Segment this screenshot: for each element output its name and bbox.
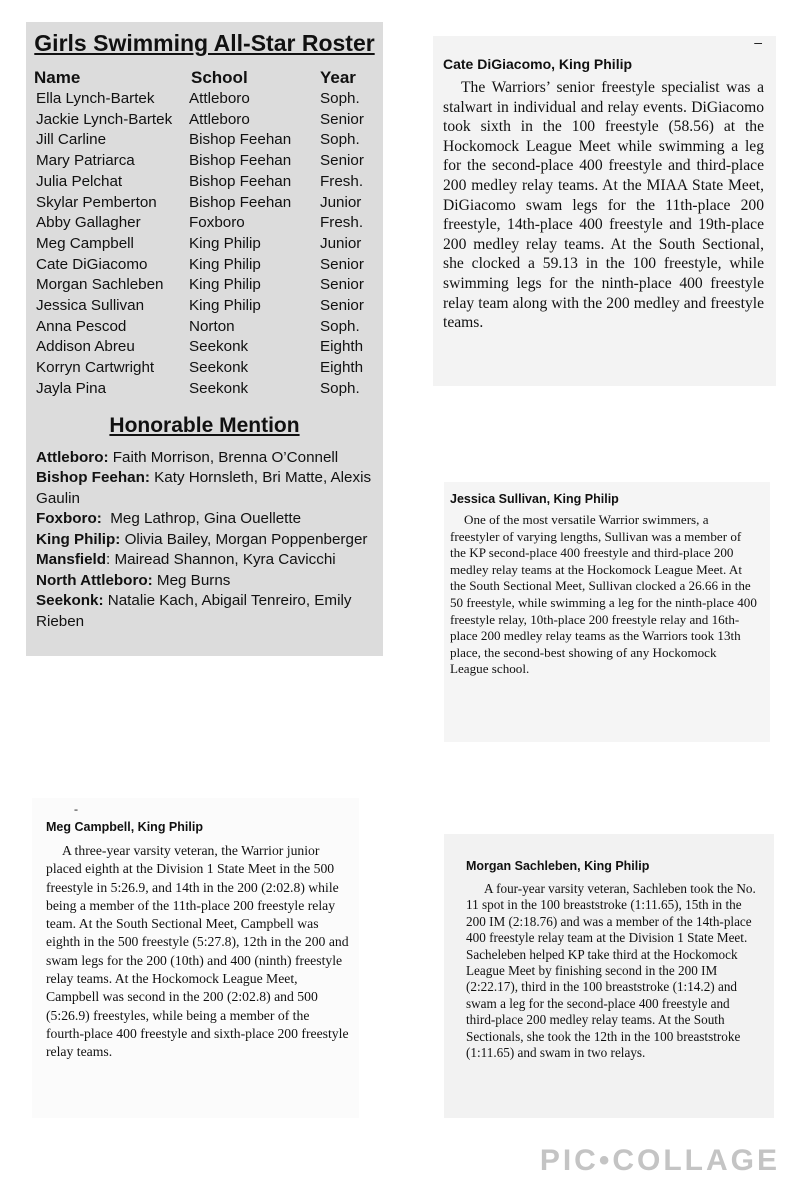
roster-row (26, 337, 383, 358)
header-year: Year (320, 68, 356, 87)
roster-school: King Philip (189, 276, 261, 294)
roster-row (26, 213, 383, 234)
roster-year: Soph. (320, 379, 360, 397)
roster-name: Mary Patriarca (36, 152, 135, 170)
roster-row (26, 130, 383, 151)
roster-school: Seekonk (189, 379, 249, 397)
article-body: The Warriors’ senior freestyle specialist was a stalwart in individual and relay events. DiGiacomo took sixth in the 100 freestyle (58.56) at the Hockomock League Meet while swimming a leg for the second-place 400 freestyle and third-place 200 medley relay teams. At the MIAA State Meet, DiGiacomo swam legs for the 11th-place 200 freestyle, 14th-place 400 freestyle and 19th-place 200 medley relay teams. At the South Sectional, she clocked a 59.13 in the 100 freestyle, while swimming legs for the ninth-place 400 freestyle relay team along with the 200 medley and freestyle teams. (443, 79, 764, 332)
edge-mark: - (74, 802, 78, 816)
roster-row (26, 172, 383, 193)
roster-school: Attleboro (189, 90, 250, 107)
roster-school: Bishop Feehan (189, 172, 292, 190)
hm-school: King Philip: (36, 530, 121, 548)
roster-row (26, 89, 383, 110)
hm-school: Bishop Feehan: (36, 469, 150, 487)
honorable-mention-list (26, 448, 383, 633)
roster-year: Senior (320, 110, 364, 128)
roster-name: Abby Gallagher (36, 214, 141, 232)
hm-names: Faith Morrison, Brenna O’Connell (108, 448, 339, 466)
article-cate-digiacomo (433, 36, 776, 386)
hm-names: Natalie Kach, Abigail Tenreiro, Emily Rieben (36, 592, 356, 630)
roster-row (26, 296, 383, 317)
honorable-mention-entry (26, 509, 383, 530)
roster-school: Bishop Feehan (189, 152, 292, 170)
roster-school: Norton (189, 317, 235, 335)
article-body: One of the most versatile Warrior swimmers, a freestyler of varying lengths, Sullivan was a member of the KP second-place 400 freestyle and third-place 200 medley relay teams at the Hockomock League Meet. At the South Sectional Meet, Sullivan clocked a 26.66 in the 50 freestyle, while swimming a leg for the ninth-place 400 freestyle relay, 10th-place 200 freestyle relay and 16th-place 200 medley relay teams as the Warriors took 13th place, the second-best showing of any Hockomock League school. (450, 512, 757, 677)
roster-year: Senior (320, 255, 364, 273)
roster-year: Senior (320, 297, 364, 315)
roster-name: Morgan Sachleben (36, 276, 164, 294)
roster-name: Meg Campbell (36, 234, 134, 252)
article-headline: Cate DiGiacomo, King Philip (443, 56, 633, 72)
roster-name: Jayla Pina (36, 379, 107, 397)
roster-row (26, 234, 383, 255)
honorable-mention-entry (26, 468, 383, 509)
roster-school: King Philip (189, 234, 261, 252)
roster-year: Fresh. (320, 214, 364, 232)
article-body: A three-year varsity veteran, the Warrior junior placed eighth at the Division 1 State Meet in the 500 freestyle in 5:26.9, and 14th in the 200 (2:02.8) while being a member of the 11th-place 200 freestyle relay team. At the South Sectional Meet, Campbell was eighth in the 500 freestyle (5:27.8), 12th in the 200 and swam legs for the 200 (10th) and 400 (ninth) freestyle relay teams. At the Hockomock League Meet, Campbell was second in the 200 (2:02.8) and 500 (5:26.9) freestyles, while being a member of the fourth-place 400 freestyle and sixth-place 200 freestyle relay teams. (46, 843, 349, 1060)
article-headline: Meg Campbell, King Philip (46, 820, 203, 834)
roster-name: Skylar Pemberton (36, 193, 157, 211)
roster-row (26, 255, 383, 276)
roster-row (26, 151, 383, 172)
roster-row (26, 110, 383, 131)
roster-name: Jackie Lynch-Bartek (36, 110, 173, 128)
article-jessica-sullivan (444, 482, 770, 742)
honorable-mention-entry (26, 591, 383, 632)
article-headline: Morgan Sachleben, King Philip (466, 859, 650, 873)
roster-year: Junior (320, 193, 362, 211)
roster-school: Attleboro (189, 110, 250, 128)
roster-title: Girls Swimming All-Star Roster (34, 30, 375, 56)
roster-year: Senior (320, 152, 364, 170)
hm-school: Foxboro: (36, 510, 102, 528)
roster-row (26, 358, 383, 379)
hm-names: Katy Hornsleth, Bri Matte, Alexis Gaulin (36, 469, 376, 507)
roster-row (26, 275, 383, 296)
roster-name: Ella Lynch-Bartek (36, 90, 155, 107)
roster-name: Jill Carline (36, 131, 107, 149)
roster-name: Addison Abreu (36, 338, 135, 356)
header-name: Name (34, 68, 81, 87)
honorable-mention-entry (26, 448, 383, 469)
roster-school: Foxboro (189, 214, 245, 232)
header-school: School (191, 68, 248, 87)
article-meg-campbell (32, 798, 359, 1118)
roster-school: King Philip (189, 297, 261, 315)
roster-year: Soph. (320, 131, 360, 149)
roster-school: Bishop Feehan (189, 131, 292, 149)
honorable-mention-entry (26, 571, 383, 592)
hm-school: North Attleboro: (36, 571, 153, 589)
roster-year: Soph. (320, 90, 360, 107)
roster-school: King Philip (189, 255, 261, 273)
roster-school: Seekonk (189, 359, 249, 377)
hm-names: : Mairead Shannon, Kyra Cavicchi (106, 551, 336, 569)
roster-name: Julia Pelchat (36, 172, 123, 190)
roster-year: Fresh. (320, 172, 364, 190)
hm-names: Olivia Bailey, Morgan Poppenberger (120, 530, 368, 548)
article-body: A four-year varsity veteran, Sachleben took the No. 11 spot in the 100 breaststroke (1:11.65), 15th in the 200 IM (2:18.76) and was a member of the 14th-place 400 freestyle relay team at the Division 1 State Meet. Sacheleben helped KP take third at the Hockomock League Meet by finishing second in the 200 IM (2:22.17), third in the 100 breaststroke (1:14.2) and swam a leg for the second-place 400 freestyle and third-place 200 medley relay teams. At the South Sectionals, she took the 12th in the 100 breaststroke (1:11.65) and swam in two relays. (466, 881, 756, 1061)
roster-year: Senior (320, 276, 364, 294)
roster-name: Anna Pescod (36, 317, 127, 335)
roster-row (26, 317, 383, 338)
hm-school: Mansfield (36, 551, 107, 569)
roster-row (26, 379, 383, 400)
honorable-mention-entry (26, 530, 383, 551)
roster-name: Cate DiGiacomo (36, 255, 148, 273)
roster-name: Korryn Cartwright (36, 359, 155, 377)
edge-mark: – (754, 34, 762, 50)
hm-school: Seekonk: (36, 592, 104, 610)
article-headline: Jessica Sullivan, King Philip (450, 492, 619, 506)
roster-year: Eighth (320, 359, 364, 377)
roster-school: Bishop Feehan (189, 193, 292, 211)
roster-header-row (26, 67, 383, 89)
pic-collage-watermark: PIC•COLLAGE (539, 1144, 780, 1177)
roster-year: Eighth (320, 338, 364, 356)
roster-name: Jessica Sullivan (36, 297, 145, 315)
hm-names: Meg Burns (152, 571, 231, 589)
honorable-mention-title: Honorable Mention (109, 413, 300, 437)
roster-list (26, 89, 383, 400)
roster-year: Soph. (320, 317, 360, 335)
roster-panel (26, 22, 383, 656)
hm-school: Attleboro: (36, 448, 109, 466)
hm-names: Meg Lathrop, Gina Ouellette (101, 510, 302, 528)
roster-school: Seekonk (189, 338, 249, 356)
honorable-mention-entry (26, 550, 383, 571)
article-morgan-sachleben (444, 834, 774, 1118)
roster-year: Junior (320, 234, 362, 252)
roster-row (26, 193, 383, 214)
